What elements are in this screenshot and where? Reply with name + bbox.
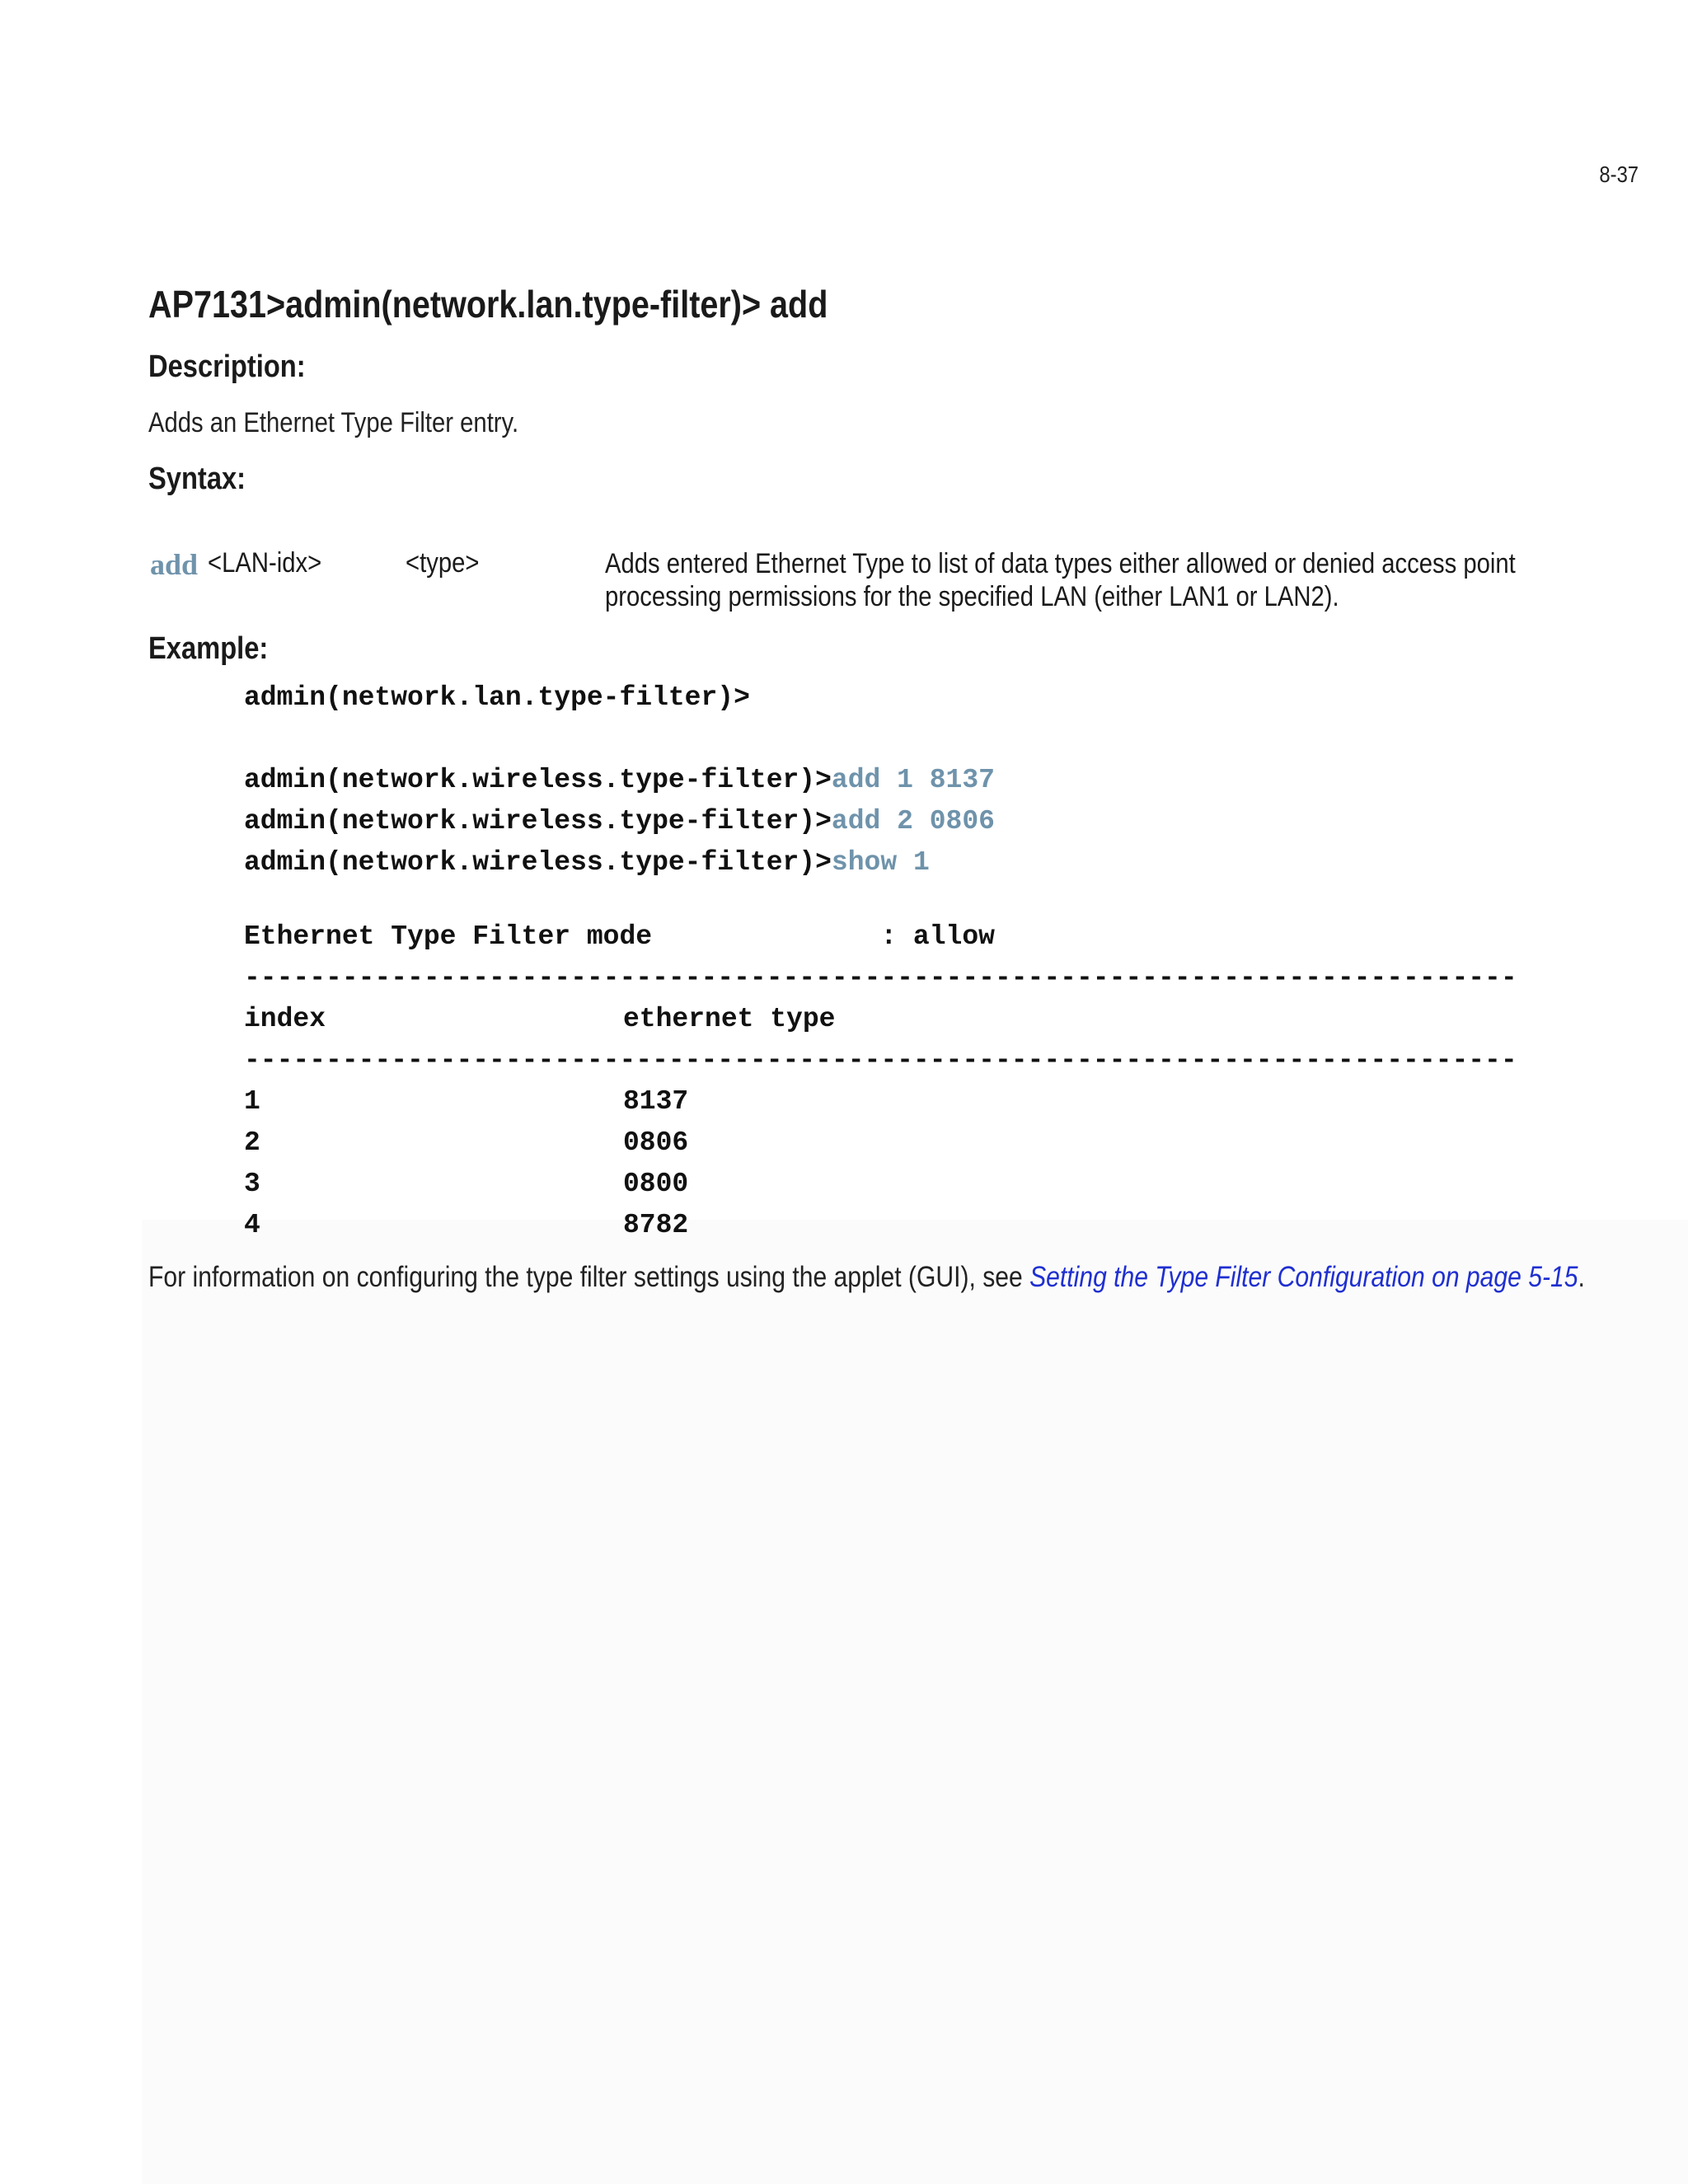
code-prompt: admin(network.wireless.type-filter)> [244, 847, 832, 878]
code-command-line [244, 847, 930, 878]
syntax-label: Syntax: [148, 462, 246, 496]
code-header-index: index [244, 1004, 326, 1034]
code-table-header [244, 1004, 836, 1034]
description-text: Adds an Ethernet Type Filter entry. [148, 407, 519, 438]
description-label: Description: [148, 349, 306, 384]
code-separator: ------------------------------------------------------------------------------ [244, 1045, 1517, 1076]
code-row-index: 2 [244, 1127, 260, 1158]
code-row-type: 8137 [623, 1086, 689, 1117]
code-row-index: 1 [244, 1086, 260, 1117]
footer-end: . [1578, 1261, 1585, 1293]
code-command-line [244, 806, 995, 837]
code-row-index: 4 [244, 1210, 260, 1240]
code-row-type: 8782 [623, 1210, 689, 1240]
page-number: 8-37 [1599, 162, 1639, 187]
page-title: AP7131>admin(network.lan.type-filter)> add [148, 283, 828, 326]
syntax-arg-lan-idx: <LAN-idx> [208, 547, 322, 579]
code-table-row [244, 1086, 689, 1117]
code-separator: ------------------------------------------------------------------------------ [244, 963, 1517, 993]
code-row-index: 3 [244, 1169, 260, 1199]
footer-paragraph [148, 1261, 1585, 1294]
cross-reference-link[interactable]: Setting the Type Filter Configuration on page 5-15 [1029, 1261, 1578, 1293]
code-command: add 1 8137 [831, 765, 995, 795]
syntax-command: add [150, 548, 199, 581]
code-command: show 1 [831, 847, 930, 878]
syntax-description: Adds entered Ethernet Type to list of data types either allowed or denied access point processing permissions for the specified LAN (either LAN1 or LAN2). [605, 548, 1516, 612]
syntax-row [148, 544, 1566, 618]
code-header-type: ethernet type [623, 1004, 836, 1034]
code-row-type: 0806 [623, 1127, 689, 1158]
code-prompt-line: admin(network.lan.type-filter)> [244, 682, 750, 713]
code-table-row [244, 1127, 689, 1158]
code-row-type: 0800 [623, 1169, 689, 1199]
syntax-arg-type: <type> [406, 547, 480, 579]
code-command: add 2 0806 [831, 806, 995, 837]
code-prompt: admin(network.wireless.type-filter)> [244, 765, 832, 795]
code-mode-line: Ethernet Type Filter mode : allow [244, 921, 995, 952]
code-table-row [244, 1210, 689, 1240]
footer-text: For information on configuring the type filter settings using the applet (GUI), see [148, 1261, 1030, 1293]
code-prompt: admin(network.wireless.type-filter)> [244, 806, 832, 837]
code-command-line [244, 765, 995, 795]
example-label: Example: [148, 631, 269, 666]
page-background-band [142, 1220, 1688, 2184]
code-table-row [244, 1169, 689, 1199]
